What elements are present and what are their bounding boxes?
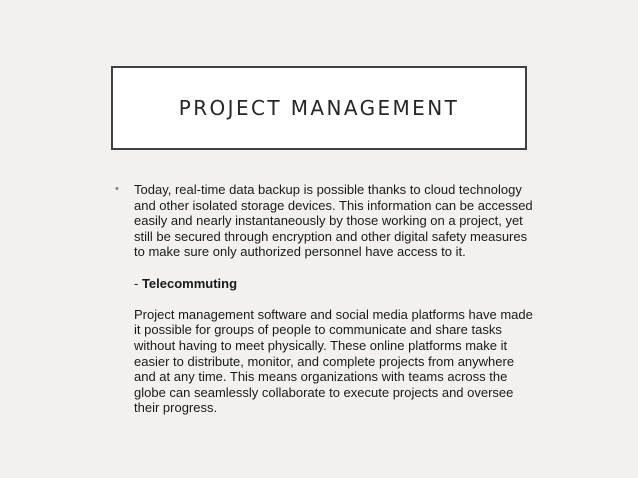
slide-content: [115, 182, 534, 416]
slide-title: PROJECT MANAGEMENT: [178, 96, 460, 120]
spacer: [134, 260, 534, 276]
spacer: [134, 291, 534, 307]
paragraph-2: [134, 307, 534, 416]
paragraph-2-text: Project management software and social media platforms have made it possible for groups of people to communicate and share tasks without having to meet physically. These online platforms make it easier to distribute, monitor, and complete projects from anywhere and at any time. This means organizations with teams across the globe can seamlessly collaborate to execute projects and oversee their progress.: [134, 306, 533, 416]
subheading-line: [134, 276, 534, 292]
subheading-prefix: -: [134, 275, 142, 291]
bullet-paragraph: [115, 182, 534, 260]
title-box: [111, 66, 527, 150]
bullet-icon: •: [115, 183, 119, 195]
subheading-telecommuting: Telecommuting: [141, 275, 238, 291]
paragraph-1-text: Today, real-time data backup is possible thanks to cloud technology and other isolated storage devices. This information can be accessed easily and nearly instantaneously by those working on a project, yet still be secured through encryption and other digital safety measures to make sure only authorized personnel have access to it.: [134, 182, 533, 260]
